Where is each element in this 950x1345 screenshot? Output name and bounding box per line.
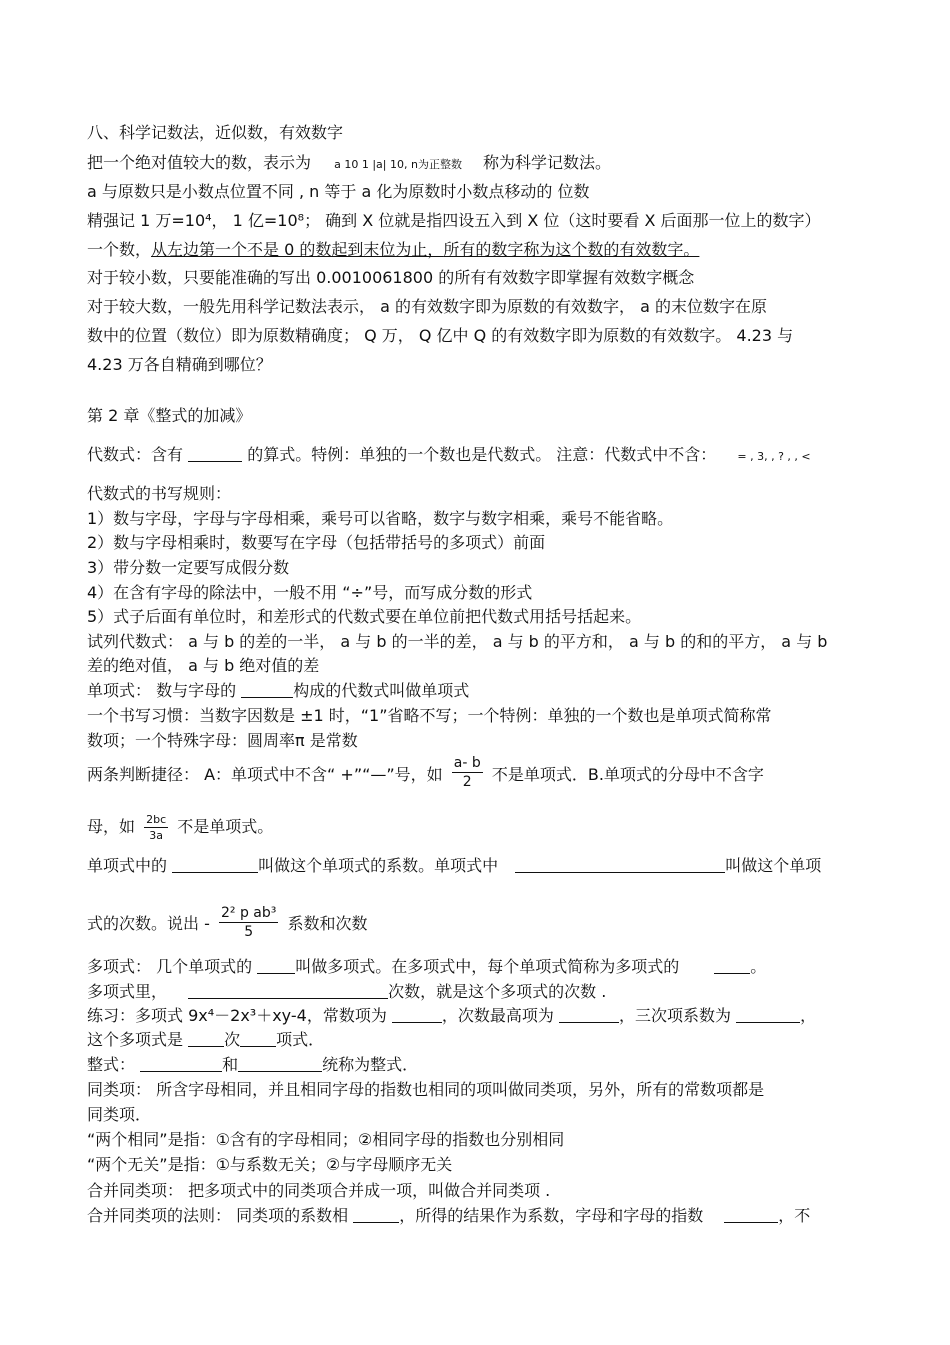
integral-expression-def: [87, 1055, 418, 1075]
fraction: [144, 812, 168, 843]
underlined-text: 从左边第一个不是 0 的数起到末位为止，: [151, 240, 444, 259]
denominator: 5: [244, 924, 254, 940]
blank: [736, 1008, 800, 1023]
rule-3: 3）带分数一定要写成假分数: [87, 558, 290, 577]
text: ，三次项系数为: [619, 1006, 732, 1025]
denominator: 3a: [149, 829, 163, 842]
text: 叫做多项式。在多项式中，每个单项式简称为多项式的: [295, 957, 680, 976]
text: 母，如: [87, 817, 136, 836]
blank: [724, 1208, 778, 1223]
text: 项式．: [276, 1030, 325, 1049]
judgement-line-2: [87, 812, 273, 843]
blank: [257, 959, 295, 974]
two-irrelevant-rule: “两个无关”是指：①与系数无关；②与字母顺序无关: [87, 1155, 453, 1174]
rule-4: 4）在含有字母的除法中，一般不用 “÷”号，而写成分数的形式: [87, 583, 533, 602]
text: 式的次数。说出 -: [87, 914, 210, 933]
text: 多项式： 几个单项式的: [87, 957, 253, 976]
judgement-line-1: [87, 755, 764, 791]
sci-notation-formula: a 10 1 |a| 10, n为正整数: [334, 158, 462, 171]
coefficient-def: [87, 856, 821, 876]
text: 不是单项式。: [177, 817, 274, 836]
text: 单项式： 数与字母的: [87, 681, 237, 700]
text: 和: [222, 1055, 239, 1074]
habit-line-1: 一个书写习惯：当数字因数是 ±1 时，“1”省略不写；一个特例：单独的一个数也是单项式简称常: [87, 706, 772, 725]
text: 不是单项式．B.单项式的分母中不含字: [491, 765, 764, 784]
text: 把一个绝对值较大的数，表示为: [87, 153, 312, 172]
blank: [559, 1008, 619, 1023]
blank: [188, 1032, 224, 1047]
blank: [172, 858, 258, 873]
blank: [392, 1008, 442, 1023]
numerator: 2bc: [146, 813, 167, 826]
text: 代数式：含有: [87, 445, 184, 464]
sig-fig-definition: [87, 240, 699, 260]
blank: [241, 683, 293, 698]
text: 的算式。特例：单独的一个数也是代数式。 注意：代数式中不含：: [247, 445, 717, 464]
text: 一个数，: [87, 240, 152, 259]
algebraic-expression-def: [87, 445, 811, 467]
numerator: a- b: [453, 755, 481, 771]
fraction: [219, 904, 278, 941]
numerator: 2² p ab³: [220, 905, 277, 921]
blank: [238, 1057, 322, 1072]
blank: [515, 858, 725, 873]
fraction: [452, 754, 483, 791]
writing-rules-title: 代数式的书写规则：: [87, 484, 232, 503]
degree-line: [87, 905, 368, 941]
text: 单项式中的: [87, 856, 168, 875]
line-8: 4.23 万各自精确到哪位？: [87, 355, 272, 374]
exercise-1-cont: 差的绝对值， a 与 b 绝对值的差: [87, 656, 320, 675]
line-3: 精强记 1 万=10⁴， 1 亿=10⁸； 确到 X 位就是指四设五入到 X 位（这时要看 X 后面那一位上的数字）: [87, 211, 821, 230]
habit-line-2: 数项；一个特殊字母：圆周率π 是常数: [87, 731, 358, 750]
line-5: 对于较小数，只要能准确的写出 0.0010061800 的所有有效数字即掌握有效数字概念: [87, 268, 695, 287]
practice-line-2: [87, 1030, 324, 1050]
text: 。: [750, 957, 767, 976]
section-heading: 八、科学记数法，近似数，有效数字: [87, 123, 344, 142]
monomial-def: [87, 681, 469, 701]
text: ，所得的结果作为系数，字母和字母的指数: [399, 1206, 704, 1225]
excluded-symbols: = , 3, , ? , , <: [737, 450, 811, 463]
like-terms-line-2: 同类项．: [87, 1105, 152, 1124]
line-7: 数中的位置（数位）即为原数精确度； Q 万， Q 亿中 Q 的有效数字即为原数的有效数字。 4.23 与: [87, 326, 794, 345]
blank: [353, 1208, 399, 1223]
merge-like-terms: 合并同类项： 把多项式中的同类项合并成一项，叫做合并同类项 .: [87, 1181, 551, 1200]
blank: [240, 1032, 276, 1047]
chapter-title: 第 2 章《整式的加减》: [87, 406, 252, 425]
polynomial-def: [87, 957, 766, 977]
rule-1: 1）数与字母，字母与字母相乘，乘号可以省略，数字与数字相乘，乘号不能省略。: [87, 509, 674, 528]
line-6: 对于较大数，一般先用科学记数法表示， a 的有效数字即为原数的有效数字， a 的末位数字在原: [87, 297, 767, 316]
text: 次数，就是这个多项式的次数 .: [388, 982, 607, 1001]
text: 练习：多项式 9x⁴－2x³＋xy-4，常数项为: [87, 1006, 387, 1025]
text: 统称为整式．: [322, 1055, 419, 1074]
text: 整式：: [87, 1055, 136, 1074]
text: 这个多项式是: [87, 1030, 184, 1049]
text: 构成的代数式叫做单项式: [293, 681, 470, 700]
blank: [714, 959, 750, 974]
text: 称为科学记数法。: [483, 153, 612, 172]
text: 两条判断捷径： A：单项式中不含“ +”“—”号，如: [87, 765, 443, 784]
merge-law: [87, 1206, 810, 1226]
rule-2: 2）数与字母相乘时，数要写在字母（包括带括号的多项式）前面: [87, 533, 546, 552]
polynomial-degree: [87, 982, 606, 1002]
like-terms-line-1: 同类项： 所含字母相同，并且相同字母的指数也相同的项叫做同类项，另外，所有的常数项都是: [87, 1080, 765, 1099]
practice-line-1: [87, 1006, 816, 1026]
text: 叫做这个单项: [725, 856, 822, 875]
two-same-rule: “两个相同”是指：①含有的字母相同；②相同字母的指数也分别相同: [87, 1130, 565, 1149]
exercise-1: 试列代数式： a 与 b 的差的一半， a 与 b 的一半的差， a 与 b 的平方和， a 与 b 的和的平方， a 与 b: [87, 632, 828, 651]
text: 系数和次数: [287, 914, 368, 933]
text: 合并同类项的法则： 同类项的系数相: [87, 1206, 349, 1225]
underlined-text: 所有的数字称为这个数的有效数字。: [443, 240, 700, 259]
text: 多项式里，: [87, 982, 168, 1001]
text: 叫做这个单项式的系数。单项式中: [258, 856, 499, 875]
line-2: a 与原数只是小数点位置不同 , n 等于 a 化为原数时小数点移动的 位数: [87, 182, 590, 201]
text: ，: [800, 1006, 817, 1025]
rule-5: 5）式子后面有单位时，和差形式的代数式要在单位前把代数式用括号括起来。: [87, 607, 642, 626]
blank: [140, 1057, 222, 1072]
text: 次: [224, 1030, 241, 1049]
blank: [188, 447, 242, 462]
blank: [188, 984, 388, 999]
text: ，不: [778, 1206, 811, 1225]
sci-notation-line: [87, 153, 611, 175]
text: ，次数最高项为: [441, 1006, 554, 1025]
denominator: 2: [462, 774, 472, 790]
